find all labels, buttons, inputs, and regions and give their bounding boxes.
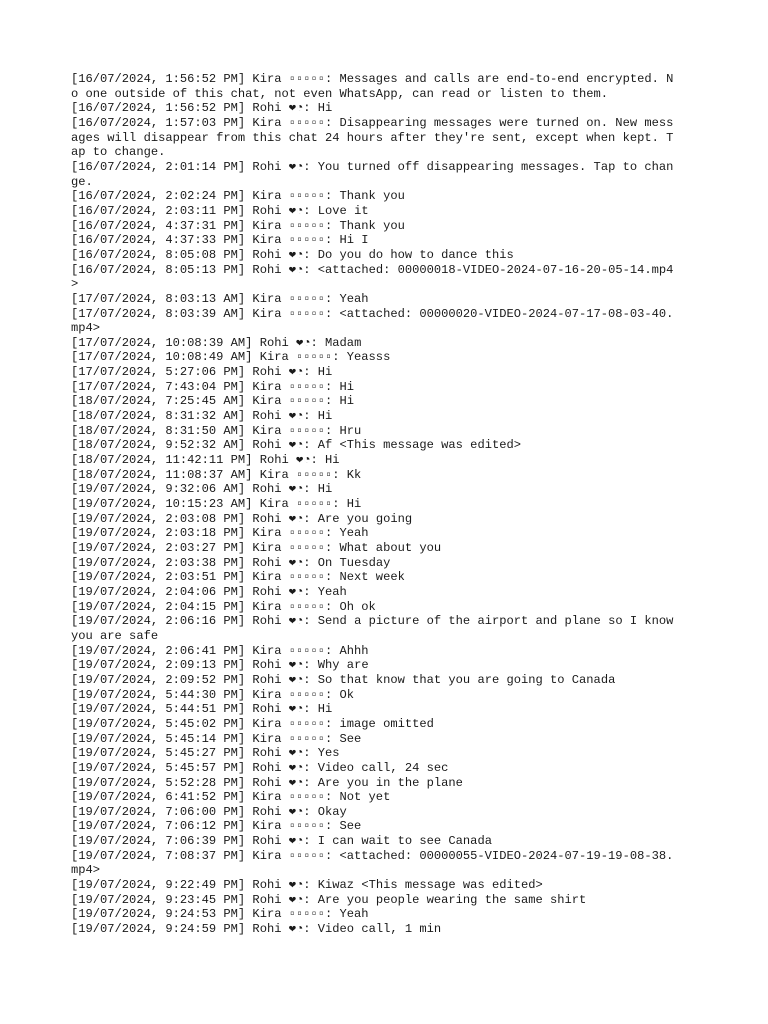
message-line: [19/07/2024, 2:03:27 PM] Kira ▫▫▫▫▫: What about you (71, 541, 442, 555)
message-line: [16/07/2024, 2:01:14 PM] Rohi ❤︎◔: You turned off disappearing messages. Tap to change. (71, 159, 674, 189)
message-line: [19/07/2024, 7:06:39 PM] Rohi ❤︎◔: I can wait to see Canada (71, 834, 492, 849)
message-line: [18/07/2024, 8:31:50 AM] Kira ▫▫▫▫▫: Hru (71, 423, 362, 438)
message-line: [16/07/2024, 8:05:13 PM] Rohi ❤︎◔: <attached: 00000018-VIDEO-2024-07-16-20-05-14.mp4> (71, 262, 674, 292)
message-line: [17/07/2024, 10:08:49 AM] Kira ▫▫▫▫▫: Yeasss (71, 350, 391, 365)
message-line: [18/07/2024, 7:25:45 AM] Kira ▫▫▫▫▫: Hi (71, 394, 355, 409)
message-line: [16/07/2024, 2:03:11 PM] Rohi ❤︎◔: Love it (71, 203, 369, 218)
message-line: [18/07/2024, 8:31:32 AM] Rohi ❤︎◔: Hi (71, 409, 333, 424)
message-line: [19/07/2024, 7:06:00 PM] Rohi ❤︎◔: Okay (71, 804, 347, 819)
message-line: [19/07/2024, 2:06:16 PM] Rohi ❤︎◔: Send a picture of the airport and plane so I know you are safe (71, 614, 681, 643)
message-line: [19/07/2024, 2:04:15 PM] Kira ▫▫▫▫▫: Oh ok (71, 599, 376, 614)
message-line: [16/07/2024, 4:37:31 PM] Kira ▫▫▫▫▫: Thank you (71, 218, 405, 233)
message-line: [19/07/2024, 7:06:12 PM] Kira ▫▫▫▫▫: See (71, 819, 362, 834)
message-line: [17/07/2024, 8:03:13 AM] Kira ▫▫▫▫▫: Yeah (71, 291, 369, 306)
message-line: [19/07/2024, 9:23:45 PM] Rohi ❤︎◔: Are you people wearing the same shirt (71, 892, 587, 907)
message-line: [19/07/2024, 5:45:14 PM] Kira ▫▫▫▫▫: See (71, 731, 362, 746)
message-line: [19/07/2024, 9:22:49 PM] Rohi ❤︎◔: Kiwaz <This message was edited> (71, 878, 543, 893)
message-line: [16/07/2024, 1:56:52 PM] Kira ▫▫▫▫▫: Messages and calls are end-to-end encrypted. No one outside of this chat, not even WhatsApp, can read or listen to them. (71, 72, 674, 101)
message-line: [17/07/2024, 5:27:06 PM] Rohi ❤︎◔: Hi (71, 365, 333, 380)
message-line: [19/07/2024, 5:45:27 PM] Rohi ❤︎◔: Yes (71, 746, 340, 761)
message-line: [19/07/2024, 2:03:18 PM] Kira ▫▫▫▫▫: Yeah (71, 526, 369, 541)
message-line: [17/07/2024, 8:03:39 AM] Kira ▫▫▫▫▫: <attached: 00000020-VIDEO-2024-07-17-08-03-40.mp4> (71, 306, 674, 336)
message-line: [18/07/2024, 9:52:32 AM] Rohi ❤︎◔: Af <This message was edited> (71, 438, 521, 453)
message-line: [19/07/2024, 5:44:30 PM] Kira ▫▫▫▫▫: Ok (71, 687, 355, 702)
message-line: [19/07/2024, 10:15:23 AM] Kira ▫▫▫▫▫: Hi (71, 497, 362, 512)
message-line: [16/07/2024, 1:57:03 PM] Kira ▫▫▫▫▫: Disappearing messages were turned on. New messages will disappear from this chat 24 hours after they're sent, except when kept. Tap to change. (71, 115, 674, 160)
message-line: [19/07/2024, 9:24:53 PM] Kira ▫▫▫▫▫: Yeah (71, 907, 369, 922)
message-line: [19/07/2024, 5:45:02 PM] Kira ▫▫▫▫▫: image omitted (71, 716, 434, 731)
message-line: [19/07/2024, 6:41:52 PM] Kira ▫▫▫▫▫: Not yet (71, 790, 391, 805)
message-line: [19/07/2024, 9:24:59 PM] Rohi ❤︎◔: Video call, 1 min (71, 922, 442, 937)
message-line: [16/07/2024, 8:05:08 PM] Rohi ❤︎◔: Do you do how to dance this (71, 247, 514, 262)
message-line: [16/07/2024, 2:02:24 PM] Kira ▫▫▫▫▫: Thank you (71, 189, 405, 204)
message-line: [19/07/2024, 2:09:52 PM] Rohi ❤︎◔: So that know that you are going to Canada (71, 672, 616, 687)
message-line: [19/07/2024, 2:03:38 PM] Rohi ❤︎◔: On Tuesday (71, 555, 391, 570)
message-line: [19/07/2024, 2:04:06 PM] Rohi ❤︎◔: Yeah (71, 584, 347, 599)
message-line: [17/07/2024, 7:43:04 PM] Kira ▫▫▫▫▫: Hi (71, 379, 355, 394)
message-line: [19/07/2024, 2:03:51 PM] Kira ▫▫▫▫▫: Next week (71, 570, 405, 585)
message-line: [18/07/2024, 11:42:11 PM] Rohi ❤︎◔: Hi (71, 453, 340, 468)
message-line: [19/07/2024, 5:52:28 PM] Rohi ❤︎◔: Are you in the plane (71, 775, 463, 790)
chat-transcript (71, 72, 681, 937)
message-line: [19/07/2024, 5:45:57 PM] Rohi ❤︎◔: Video call, 24 sec (71, 760, 449, 775)
message-line: [19/07/2024, 2:06:41 PM] Kira ▫▫▫▫▫: Ahhh (71, 643, 369, 658)
message-line: [16/07/2024, 1:56:52 PM] Rohi ❤︎◔: Hi (71, 101, 333, 116)
message-line: [19/07/2024, 2:09:13 PM] Rohi ❤︎◔: Why are (71, 658, 369, 673)
message-line: [19/07/2024, 5:44:51 PM] Rohi ❤︎◔: Hi (71, 702, 333, 717)
message-line: [18/07/2024, 11:08:37 AM] Kira ▫▫▫▫▫: Kk (71, 467, 362, 482)
message-line: [19/07/2024, 2:03:08 PM] Rohi ❤︎◔: Are you going (71, 511, 413, 526)
message-line: [16/07/2024, 4:37:33 PM] Kira ▫▫▫▫▫: Hi I (71, 233, 369, 248)
message-line: [19/07/2024, 7:08:37 PM] Kira ▫▫▫▫▫: <attached: 00000055-VIDEO-2024-07-19-19-08-38.mp4> (71, 848, 674, 878)
message-line: [19/07/2024, 9:32:06 AM] Rohi ❤︎◔: Hi (71, 482, 333, 497)
message-line: [17/07/2024, 10:08:39 AM] Rohi ❤︎◔: Madam (71, 335, 362, 350)
